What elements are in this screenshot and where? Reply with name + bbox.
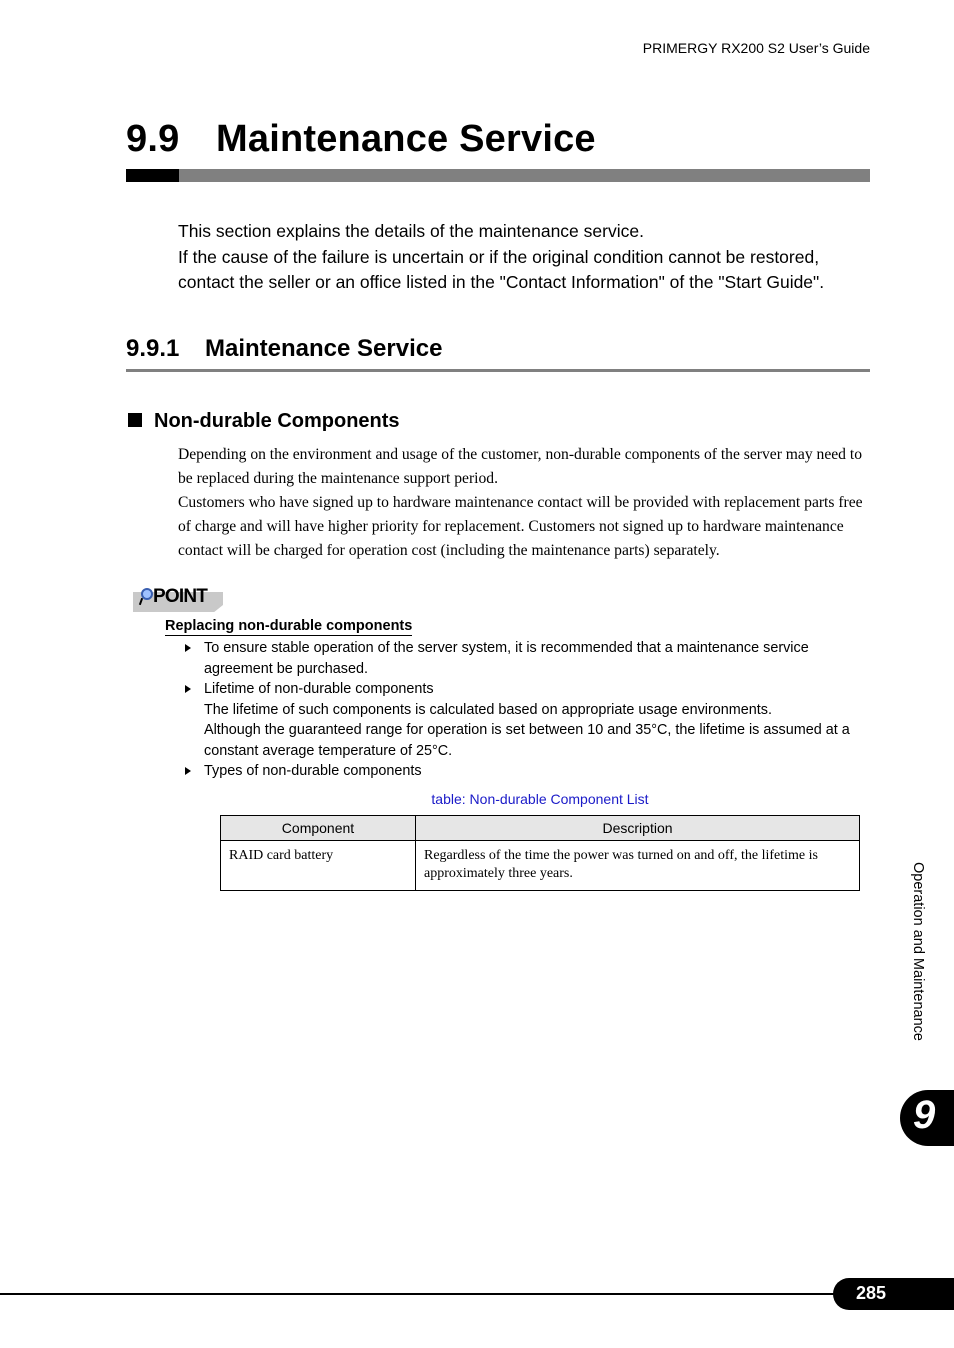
table-caption: table: Non-durable Component List (431, 791, 649, 807)
guide-title: PRIMERGY RX200 S2 User’s Guide (642, 40, 870, 56)
section-heading-number: 9.9.1 (126, 335, 180, 362)
table-cell-description: Regardless of the time the power was turned on and off, the lifetime is approximately three years. (416, 841, 860, 891)
point-item-3-line-1: Types of non-durable components (204, 763, 422, 779)
point-badge (133, 586, 225, 613)
triangle-bullet-icon (185, 767, 191, 775)
table-header-row (221, 816, 860, 841)
point-title: Replacing non-durable components (165, 618, 413, 634)
point-item-1-line-1: To ensure stable operation of the server system, it is recommended that a maintenance service agreement be purchased. (204, 640, 809, 677)
intro-text (178, 219, 878, 296)
point-item-2-line-2: The lifetime of such components is calculated based on appropriate usage environments. (204, 701, 772, 718)
point-item-2-line-1: Lifetime of non-durable components (204, 681, 434, 697)
body-paragraph-2: Customers who have signed up to hardware maintenance contact will be provided with replacement parts free of charge and will have higher priority for replacement. Customers not signed up to hardware maintenance contact will be charged for operation cost (including the maintenance parts) separately. (178, 494, 863, 559)
point-list-item (182, 638, 872, 679)
section-heading (126, 335, 442, 363)
component-table (220, 815, 860, 891)
point-list (182, 638, 872, 782)
chapter-heading-bar (126, 169, 870, 182)
intro-line-2: If the cause of the failure is uncertain or if the original condition cannot be restored, contact the seller or an office listed in the "Contact Information" of the "Start Guide". (178, 246, 825, 292)
triangle-bullet-icon (185, 685, 191, 693)
table-row (221, 841, 860, 891)
table-header-component: Component (221, 816, 416, 841)
page-number-tab (833, 1278, 954, 1310)
table-header-description: Description (416, 816, 860, 841)
subsection-title: Non-durable Components (154, 410, 400, 432)
table-cell-component: RAID card battery (221, 841, 416, 891)
chapter-side-label: Operation and Maintenance (910, 862, 926, 1041)
section-rule (126, 369, 870, 372)
point-list-item (182, 761, 872, 782)
chapter-tab-number: 9 (913, 1093, 936, 1137)
chapter-tab (900, 1090, 954, 1146)
subsection-heading (128, 410, 400, 433)
point-badge-label: POINT (153, 586, 208, 607)
subsection-body (178, 443, 870, 563)
page-number: 285 (856, 1283, 887, 1303)
chapter-heading-number: 9.9 (126, 118, 180, 160)
chapter-heading-title: Maintenance Service (216, 118, 596, 160)
triangle-bullet-icon (185, 644, 191, 652)
chapter-heading (126, 118, 596, 161)
footer-rule (0, 1293, 850, 1295)
square-bullet-icon (128, 413, 142, 427)
point-item-2-line-3: Although the guaranteed range for operation is set between 10 and 35°C, the lifetime is assumed at a constant average temperature of 25°C. (204, 722, 850, 759)
chapter-heading-bar-accent (126, 169, 179, 182)
point-badge-fold (213, 605, 223, 613)
body-paragraph-1: Depending on the environment and usage of the customer, non-durable components of the server may need to be replaced during the maintenance support period. (178, 446, 862, 487)
intro-line-1: This section explains the details of the maintenance service. (178, 221, 644, 241)
point-list-item (182, 679, 872, 761)
section-heading-title: Maintenance Service (205, 335, 443, 362)
